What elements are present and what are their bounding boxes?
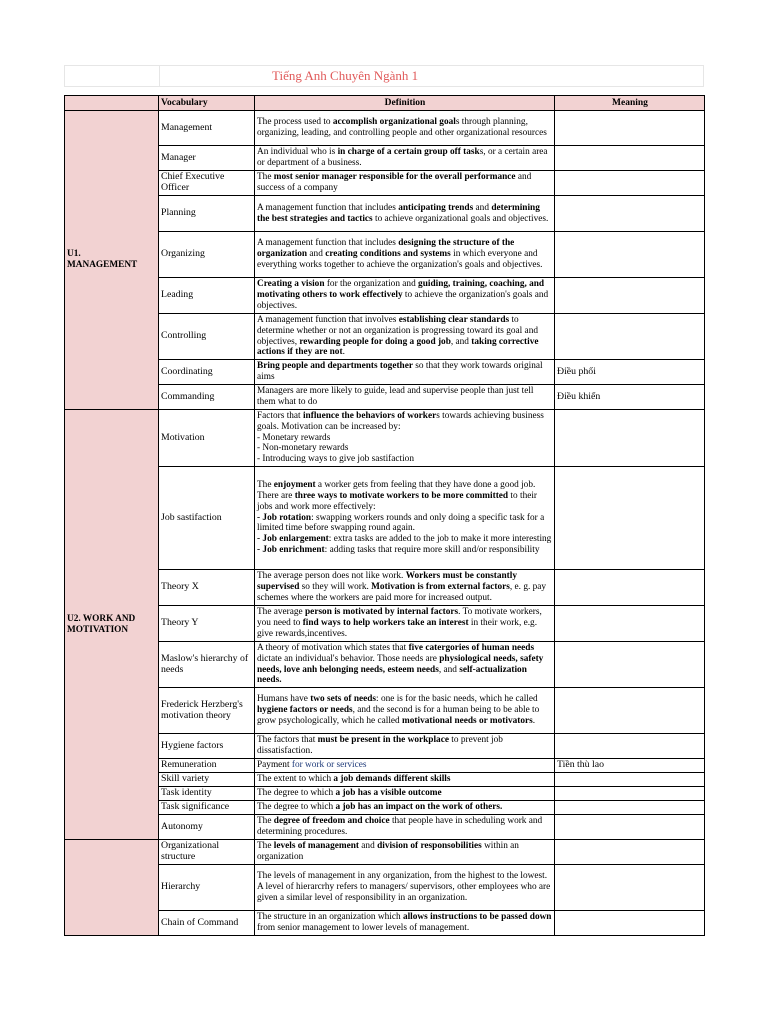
unit-cell: U2. WORK AND MOTIVATION [65, 410, 159, 840]
definition-segment: The degree to which [257, 802, 336, 813]
definition-segment: accomplish organizational goal [332, 117, 456, 128]
definition-segment: The [257, 841, 274, 852]
definition-cell [255, 759, 555, 773]
meaning-cell [555, 570, 705, 606]
meaning-cell: Điều khiển [555, 385, 705, 410]
definition-segment: from senior management to lower levels of management. [257, 923, 470, 933]
meaning-cell [555, 467, 705, 570]
table-row [65, 410, 705, 467]
definition-cell [255, 911, 555, 936]
spreadsheet [64, 65, 704, 936]
definition-segment: enjoyment [273, 480, 316, 491]
meaning-cell [555, 278, 705, 314]
meaning-cell [555, 111, 705, 146]
definition-segment: so they will work. [299, 582, 372, 593]
definition-segment: establishing clear standards [398, 314, 510, 325]
vocabulary-cell: Controlling [159, 314, 255, 360]
definition-segment: for work or services [291, 760, 367, 771]
meaning-cell: Điều phối [555, 360, 705, 385]
unit-cell: U1. MANAGEMENT [65, 111, 159, 410]
definition-cell [255, 385, 555, 410]
table-row [65, 467, 705, 570]
definition-segment: in their work, e.g. give rewards,incentives. [257, 618, 538, 639]
definition-segment: find ways to help workers take an interest [302, 618, 469, 629]
definition-segment: , and [438, 664, 460, 675]
table-row [65, 787, 705, 801]
vocabulary-cell: Manager [159, 146, 255, 171]
definition-segment: in which everyone and everything works together to achieve the organization's goals and objectives. [257, 249, 543, 270]
meaning-cell [555, 642, 705, 688]
vocabulary-cell: Planning [159, 196, 255, 232]
meaning-cell [555, 773, 705, 787]
vocabulary-cell: Task identity [159, 787, 255, 801]
vocabulary-cell: Theory X [159, 570, 255, 606]
definition-segment: creating conditions and systems [325, 249, 451, 260]
definition-segment: . [532, 715, 536, 726]
unit-cell [65, 840, 159, 936]
vocabulary-cell: Hierarchy [159, 865, 255, 911]
table-row [65, 734, 705, 759]
definition-cell [255, 642, 555, 688]
title-blank-cell [64, 66, 160, 86]
definition-segment: and success of a company [257, 172, 532, 193]
table-row [65, 801, 705, 815]
table-row [65, 171, 705, 196]
vocabulary-cell: Leading [159, 278, 255, 314]
definition-header: Definition [255, 96, 555, 111]
vocabulary-cell: Coordinating [159, 360, 255, 385]
definition-cell [255, 801, 555, 815]
definition-segment: : swapping workers rounds and only doing a specific task for a limited time before swapping round again. [257, 512, 545, 534]
definition-segment: , and [450, 336, 472, 347]
definition-cell [255, 146, 555, 171]
meaning-cell [555, 815, 705, 840]
definition-cell [255, 734, 555, 759]
definition-segment: A management function that includes [257, 202, 399, 213]
definition-cell [255, 410, 555, 467]
definition-segment: A management function that involves [257, 314, 399, 325]
vocabulary-header: Vocabulary [159, 96, 255, 111]
definition-segment: s, or a certain area or department of a business. [257, 147, 548, 168]
meaning-cell [555, 688, 705, 734]
meaning-cell [555, 734, 705, 759]
definition-cell [255, 773, 555, 787]
definition-cell [255, 278, 555, 314]
definition-segment: The extent to which [257, 774, 334, 785]
definition-segment: five catergories of human needs [408, 642, 535, 653]
definition-cell [255, 865, 555, 911]
meaning-cell [555, 840, 705, 865]
definition-cell [255, 688, 555, 734]
definition-segment: so that they work towards original aims [257, 361, 543, 382]
definition-segment: degree of freedom and choice [273, 816, 390, 827]
definition-cell [255, 815, 555, 840]
definition-segment: Managers are more likely to guide, lead and supervise people than just tell them what to do [257, 386, 534, 407]
definition-segment: - Job enlargement [257, 534, 329, 545]
table-row [65, 759, 705, 773]
vocabulary-cell: Chief Executive Officer [159, 171, 255, 196]
definition-cell [255, 787, 555, 801]
definition-segment: motivational needs or motivators [402, 715, 533, 726]
meaning-cell [555, 314, 705, 360]
definition-segment: and [307, 249, 326, 260]
document-title: Tiếng Anh Chuyên Ngành 1 [272, 68, 419, 83]
table-row [65, 314, 705, 360]
table-row [65, 642, 705, 688]
vocabulary-cell: Autonomy [159, 815, 255, 840]
meaning-cell [555, 865, 705, 911]
definition-segment: : extra tasks are added to the job to make it more interesting [328, 534, 552, 545]
table-row [65, 360, 705, 385]
definition-segment: three ways to motivate workers to be more committed [294, 491, 509, 501]
definition-cell [255, 840, 555, 865]
table-row [65, 815, 705, 840]
definition-segment: determining the best strategies and tactics [257, 202, 540, 224]
definition-segment: , e. g. pay schemes where the workers are paid more for increased output. [257, 582, 547, 603]
unit-header [65, 96, 159, 111]
table-row [65, 688, 705, 734]
table-row [65, 911, 705, 936]
table-row [65, 196, 705, 232]
definition-segment: to their jobs and work more effectively: [257, 491, 538, 512]
definition-segment: - Job enrichment [257, 544, 325, 555]
definition-segment: allows instructions to be passed down [402, 912, 552, 923]
definition-segment: physiological needs, safety needs, love anh belonging needs, esteem needs [257, 653, 544, 675]
meaning-cell: Tiền thù lao [555, 759, 705, 773]
definition-segment: division of responsobilities [377, 841, 482, 852]
definition-segment: Bring people and departments together [257, 361, 413, 372]
definition-segment: . To motivate workers, you need to [257, 607, 542, 629]
definition-cell [255, 232, 555, 278]
definition-cell [255, 171, 555, 196]
vocabulary-cell: Theory Y [159, 606, 255, 642]
vocabulary-cell: Hygiene factors [159, 734, 255, 759]
definition-segment: a job has an impact on the work of others. [335, 802, 503, 813]
definition-segment: The levels of management in any organization, from the highest to the lowest. A level of hierarcrhy refers to managers/ supervisors, other employees who are given a similar level of responsibility in an organization. [257, 871, 551, 903]
definition-segment: A management function that includes [257, 238, 399, 249]
vocabulary-cell: Organizational structure [159, 840, 255, 865]
definition-segment: The average person does not like work. [257, 571, 406, 582]
table-row [65, 773, 705, 787]
definition-segment: to achieve organizational goals and objectives. [372, 213, 549, 224]
table-row [65, 111, 705, 146]
definition-segment: The [257, 172, 274, 183]
definition-segment: The degree to which [257, 788, 336, 799]
meaning-cell [555, 911, 705, 936]
definition-segment: influence the behaviors of worker [302, 411, 437, 421]
definition-segment: dictate an individual's behavior. Those needs are [257, 653, 440, 664]
definition-segment: . [342, 347, 345, 358]
definition-cell [255, 196, 555, 232]
definition-segment: a job has a visible outcome [335, 788, 442, 799]
definition-segment: The [257, 480, 274, 491]
definition-segment: for the organization and [324, 279, 419, 290]
definition-segment: a job demands different skills [333, 774, 451, 785]
definition-segment: : adding tasks that require more skill and/or responsibility [324, 544, 540, 555]
definition-segment: A theory of motivation which states that [257, 642, 409, 653]
definition-segment: - Job rotation [257, 512, 312, 523]
definition-segment: guiding, training, coaching, and motivating others to work effectively [257, 279, 545, 301]
definition-segment: and [358, 841, 378, 852]
table-row [65, 146, 705, 171]
definition-segment: in charge of a certain group off task [337, 147, 480, 158]
definition-segment: designing the structure of the organization [257, 238, 515, 260]
definition-segment: The process used to [257, 117, 333, 128]
meaning-cell [555, 801, 705, 815]
table-row [65, 840, 705, 865]
definition-cell [255, 314, 555, 360]
definition-segment: An individual who is [257, 147, 338, 158]
definition-segment: to prevent job dissatisfaction. [257, 735, 503, 756]
title-row [64, 65, 704, 87]
definition-segment: Motivation is from external factors [371, 582, 510, 593]
definition-segment: Factors that [257, 411, 303, 421]
definition-cell [255, 606, 555, 642]
table-row [65, 232, 705, 278]
definition-segment: levels of management [273, 841, 359, 852]
definition-segment: taking corrective actions if they are not [257, 336, 539, 358]
meaning-header: Meaning [555, 96, 705, 111]
definition-segment: Humans have [257, 694, 311, 705]
definition-segment: rewarding people for doing a good job [299, 336, 451, 347]
vocabulary-cell: Frederick Herzberg's motivation theory [159, 688, 255, 734]
meaning-cell [555, 196, 705, 232]
definition-segment: Workers must be constantly supervised [257, 571, 518, 593]
table-row [65, 385, 705, 410]
definition-segment: Payment [257, 760, 292, 771]
definition-segment: a worker gets from feeling that they have done a good job. There are [257, 480, 536, 501]
meaning-cell [555, 232, 705, 278]
definition-segment: hygiene factors or needs [257, 705, 353, 716]
definition-segment: that people have in scheduling work and determining procedures. [257, 816, 543, 837]
definition-segment: Creating a vision [257, 279, 325, 290]
definition-cell [255, 570, 555, 606]
definition-cell [255, 467, 555, 570]
vocabulary-cell: Job sastifaction [159, 467, 255, 570]
definition-segment: most senior manager responsible for the overall performance [273, 172, 516, 183]
meaning-cell [555, 410, 705, 467]
definition-cell [255, 111, 555, 146]
vocabulary-cell: Motivation [159, 410, 255, 467]
meaning-cell [555, 606, 705, 642]
definition-cell [255, 360, 555, 385]
vocabulary-cell: Management [159, 111, 255, 146]
definition-segment: The average [257, 607, 306, 618]
definition-segment: to achieve the organization's goals and objectives. [257, 290, 549, 311]
vocabulary-cell: Commanding [159, 385, 255, 410]
definition-segment: : one is for the basic needs, which he called [376, 694, 538, 705]
vocabulary-cell: Remuneration [159, 759, 255, 773]
vocabulary-cell: Organizing [159, 232, 255, 278]
definition-segment: The factors that [257, 735, 318, 746]
vocabulary-cell: Task significance [159, 801, 255, 815]
definition-segment: The structure in an organization which [257, 912, 403, 923]
table-row [65, 865, 705, 911]
definition-segment: and [473, 202, 492, 213]
vocabulary-cell: Skill variety [159, 773, 255, 787]
definition-segment: s towards achieving business goals. Motivation can be increased by: - Monetary rewards - Non-monetary rewards - Introducing ways to give job sastifaction [257, 411, 544, 465]
definition-segment: The [257, 816, 274, 827]
vocabulary-cell: Maslow's hierarchy of needs [159, 642, 255, 688]
definition-segment: , and the second is for a human being to be able to grow psychologically, which he called [257, 705, 540, 726]
definition-segment: within an organization [257, 841, 519, 862]
definition-segment: to determine whether or not an organization is progressing toward its goal and objectives, [257, 314, 538, 347]
definition-segment: person is motivated by internal factors [305, 607, 459, 618]
meaning-cell [555, 171, 705, 196]
definition-segment: s through planning, organizing, leading, and controlling people and other organizational resources [257, 117, 547, 138]
table-row [65, 278, 705, 314]
vocabulary-table [64, 95, 705, 936]
meaning-cell [555, 146, 705, 171]
meaning-cell [555, 787, 705, 801]
definition-segment: two sets of needs [310, 694, 377, 705]
vocabulary-cell: Chain of Command [159, 911, 255, 936]
table-row [65, 570, 705, 606]
definition-segment: self-actualization needs. [257, 664, 527, 686]
definition-segment: must be present in the workplace [317, 735, 449, 746]
header-row [65, 96, 705, 111]
table-row [65, 606, 705, 642]
definition-segment: anticipating trends [398, 202, 474, 213]
